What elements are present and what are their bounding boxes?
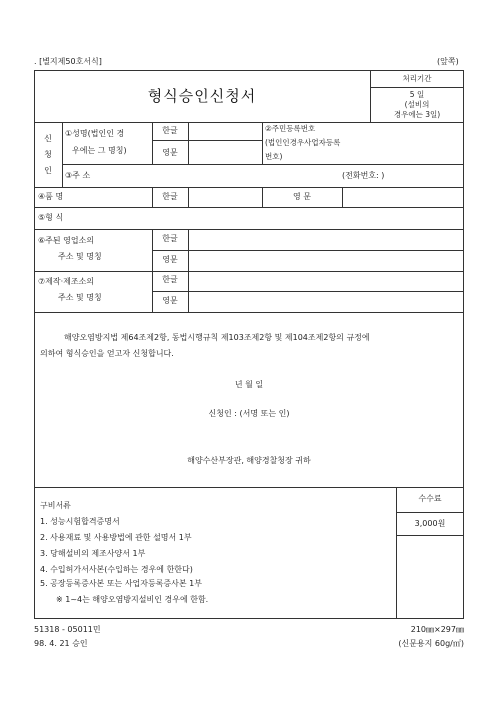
form-number: . [별지제50호서식]	[34, 57, 102, 66]
applicant-label-3: 인	[44, 166, 52, 175]
divider-business	[152, 250, 464, 251]
divider-product	[34, 207, 464, 208]
statement-line-1: 해양오염방지법 제64조제2항, 동법시행규칙 제103조제2항 및 제104조제2항의 규정에	[64, 333, 370, 342]
divider-model	[34, 229, 464, 230]
factory-address-label-1: ⑦제작·제조소의	[38, 277, 95, 286]
product-korean-label: 한글	[162, 192, 178, 201]
processing-period-days: 5 일	[409, 90, 425, 99]
divider-v-product-english-value	[342, 187, 343, 207]
documents-note: ※ 1~4는 해양오염방지설비인 경우에 한함.	[56, 595, 209, 604]
divider-applicant	[62, 164, 464, 165]
divider-v-name-lang	[188, 122, 189, 164]
fee-amount: 3,000원	[414, 519, 446, 528]
name-label-line-2: 우에는 그 명칭)	[72, 146, 127, 155]
business-address-label-1: ⑥주된 영업소의	[38, 236, 95, 245]
signature-line: 신청인 : (서명 또는 인)	[208, 409, 290, 418]
fee-label: 수수료	[418, 494, 442, 503]
divider-v-address-lang	[188, 229, 189, 312]
processing-period-label: 처리기간	[402, 74, 432, 83]
factory-english-label: 영문	[162, 296, 178, 305]
name-english-label: 영문	[162, 148, 178, 157]
divider-address	[34, 187, 464, 188]
page-title: 형식승인신청서	[147, 87, 257, 105]
document-item-3: 3. 당해설비의 제조사양서 1부	[40, 549, 146, 558]
address-label: ③주 소	[65, 171, 91, 180]
business-address-label-2: 주소 및 명칭	[58, 252, 102, 261]
document-item-2: 2. 사용재료 및 사용방법에 관한 설명서 1부	[40, 533, 192, 542]
registration-label-2: (법인인경우사업자등록	[265, 138, 341, 147]
divider-fee-end	[396, 535, 464, 536]
documents-title: 구비서류	[40, 501, 71, 510]
name-label-line-1: ①성명(법인인 경	[65, 129, 125, 138]
divider-business-end	[34, 271, 464, 272]
divider-processing	[370, 87, 464, 88]
processing-period-note-1: (설비의	[404, 100, 430, 109]
divider-fee	[396, 512, 464, 513]
divider-v-fee	[396, 487, 397, 619]
product-name-label: ④품 명	[38, 192, 64, 201]
divider-v-applicant-group	[62, 122, 63, 187]
footer-paper-type: (신문용지 60g/㎡)	[398, 639, 464, 648]
document-item-4: 4. 수입허가서사본(수입하는 경우에 한한다)	[40, 565, 193, 574]
footer-paper-size: 210㎜×297㎜	[410, 625, 464, 634]
document-item-5: 5. 공장등록증사본 또는 사업자등록증사본 1부	[40, 579, 202, 588]
model-label: ⑤형 식	[38, 213, 64, 222]
factory-korean-label: 한글	[162, 275, 178, 284]
applicant-label-2: 청	[44, 150, 52, 159]
divider-v-product-lang	[188, 187, 189, 207]
processing-period-note-2: 경우에는 3일)	[393, 110, 441, 119]
registration-label-3: 번호)	[265, 152, 283, 161]
statement-line-2: 의하여 형식승인을 얻고자 신청합니다.	[40, 349, 174, 358]
date-line: 년 월 일	[234, 380, 264, 389]
divider-factory	[152, 291, 464, 292]
product-english-label: 영 문	[293, 192, 311, 201]
factory-address-label-2: 주소 및 명칭	[58, 293, 102, 302]
addressee: 해양수산부장관, 해양경찰청장 귀하	[187, 456, 311, 465]
divider-title	[34, 122, 464, 123]
footer-code: 51318 - 05011민	[34, 625, 101, 634]
divider-name	[152, 140, 262, 141]
business-korean-label: 한글	[162, 234, 178, 243]
business-english-label: 영문	[162, 255, 178, 264]
registration-label-1: ②주민등록번호	[265, 124, 316, 133]
footer-approval: 98. 4. 21 승인	[34, 639, 88, 648]
document-item-1: 1. 성능시험합격증명서	[40, 517, 120, 526]
divider-v-reg-label	[262, 122, 263, 164]
applicant-label-1: 신	[44, 134, 52, 143]
phone-label: (전화번호: )	[342, 171, 385, 180]
name-korean-label: 한글	[162, 126, 178, 135]
page-side-label: (앞쪽)	[437, 57, 459, 66]
divider-statement	[34, 487, 464, 488]
divider-factory-end	[34, 312, 464, 313]
